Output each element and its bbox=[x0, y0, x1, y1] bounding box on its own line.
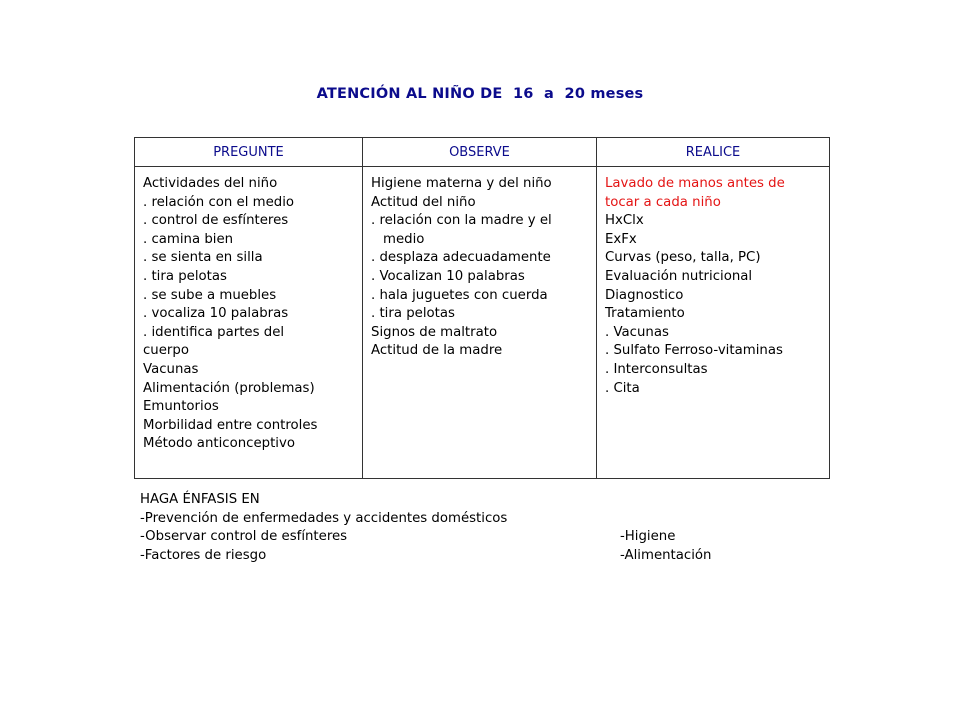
table-header-row bbox=[135, 138, 830, 167]
realice-item: Tratamiento bbox=[605, 306, 685, 322]
pregunte-item: . vocaliza 10 palabras bbox=[143, 306, 289, 322]
observe-item: . Vocalizan 10 palabras bbox=[371, 268, 525, 284]
realice-item: Diagnostico bbox=[605, 287, 684, 303]
realice-item: HxClx bbox=[605, 213, 644, 229]
table-row bbox=[135, 167, 830, 479]
realice-highlight-item: tocar a cada niño bbox=[605, 194, 721, 210]
pregunte-item: Método anticonceptivo bbox=[143, 436, 296, 452]
pregunte-item: Morbilidad entre controles bbox=[143, 417, 318, 433]
emphasis-item bbox=[140, 510, 840, 529]
realice-item: Evaluación nutricional bbox=[605, 268, 753, 284]
pregunte-item: . se sube a muebles bbox=[143, 287, 277, 303]
header-pregunte: PREGUNTE bbox=[135, 138, 363, 167]
observe-item: Actitud de la madre bbox=[371, 343, 503, 359]
realice-item: . Sulfato Ferroso-vitaminas bbox=[605, 343, 783, 359]
observe-item: medio bbox=[383, 231, 425, 247]
realice-item: . Interconsultas bbox=[605, 361, 708, 377]
observe-item: . relación con la madre y el bbox=[371, 213, 552, 229]
pregunte-item: Vacunas bbox=[143, 361, 199, 377]
observe-item: . hala juguetes con cuerda bbox=[371, 287, 548, 303]
pregunte-item: Actividades del niño bbox=[143, 176, 278, 191]
realice-cell bbox=[597, 167, 830, 479]
realice-item: ExFx bbox=[605, 231, 637, 247]
pregunte-item: . se sienta en silla bbox=[143, 250, 263, 266]
header-observe: OBSERVE bbox=[363, 138, 597, 167]
pregunte-item: . tira pelotas bbox=[143, 268, 227, 284]
observe-item: Actitud del niño bbox=[371, 194, 476, 210]
emphasis-item bbox=[140, 528, 840, 547]
pregunte-item: . relación con el medio bbox=[143, 194, 295, 210]
observe-item: Higiene materna y del niño bbox=[371, 176, 552, 191]
observe-item: . desplaza adecuadamente bbox=[371, 250, 551, 266]
pregunte-item: . identifica partes del bbox=[143, 324, 285, 340]
header-realice: REALICE bbox=[597, 138, 830, 167]
pregunte-item: Alimentación (problemas) bbox=[143, 380, 315, 396]
pregunte-item: . control de esfínteres bbox=[143, 213, 289, 229]
realice-item: Curvas (peso, talla, PC) bbox=[605, 250, 761, 266]
realice-highlight-item: Lavado de manos antes de bbox=[605, 176, 785, 191]
observe-item: Signos de maltrato bbox=[371, 324, 498, 340]
realice-item: . Vacunas bbox=[605, 324, 669, 340]
pregunte-cell bbox=[135, 167, 363, 479]
emphasis-item-right: -Alimentación bbox=[620, 547, 712, 563]
pregunte-item: cuerpo bbox=[143, 343, 189, 359]
pregunte-item: Emuntorios bbox=[143, 399, 219, 415]
observe-item: . tira pelotas bbox=[371, 306, 455, 322]
emphasis-item-text: -Factores de riesgo bbox=[140, 547, 267, 563]
page-title: ATENCIÓN AL NIÑO DE 16 a 20 meses bbox=[316, 86, 644, 102]
emphasis-item-right: -Higiene bbox=[620, 529, 676, 544]
realice-item: . Cita bbox=[605, 380, 640, 396]
emphasis-heading: HAGA ÉNFASIS EN bbox=[140, 492, 260, 507]
observe-cell bbox=[363, 167, 597, 479]
emphasis-section bbox=[140, 491, 840, 565]
pregunte-item: . camina bien bbox=[143, 231, 234, 247]
emphasis-item-text: -Observar control de esfínteres bbox=[140, 529, 348, 544]
emphasis-item bbox=[140, 547, 840, 566]
emphasis-item-text: -Prevención de enfermedades y accidentes domésticos bbox=[140, 510, 508, 526]
care-table bbox=[134, 137, 830, 479]
